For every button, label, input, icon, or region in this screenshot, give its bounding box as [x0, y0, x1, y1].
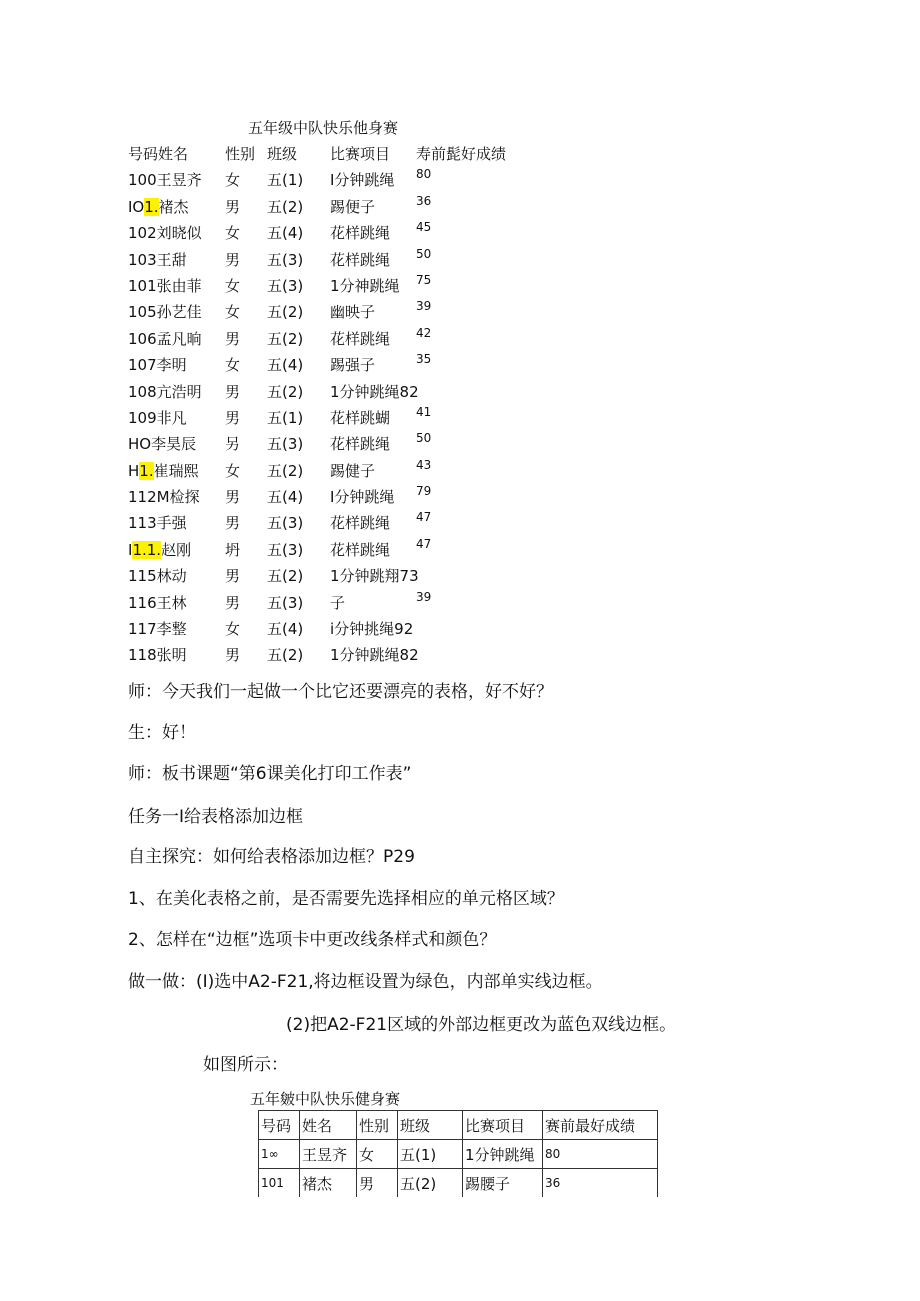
roster-event: 花样跳绳	[330, 250, 391, 269]
sample-header-score: 赛前最好成绩	[543, 1111, 658, 1140]
roster-name-part: 101张由菲	[128, 276, 202, 295]
sample-table-header-row	[259, 1111, 658, 1140]
roster-sex: 女	[225, 461, 241, 480]
roster-event: 花样跳绳	[330, 514, 391, 533]
roster-event: 1分钟跳绳82	[330, 382, 419, 401]
roster-score: 43	[416, 457, 432, 472]
roster-event: 1分钟跳翔73	[330, 567, 419, 586]
highlighted-text: 1.1.	[132, 540, 162, 559]
roster-event: i分钟挑绳92	[330, 620, 414, 639]
roster-event: 花样跳绳	[330, 224, 391, 243]
sample-cell-class: 五(2)	[398, 1169, 463, 1198]
roster-sex: 男	[225, 646, 241, 665]
roster-sex: 女	[225, 303, 241, 322]
roster-class: 五(2)	[267, 303, 304, 322]
roster-score: 39	[416, 299, 432, 314]
question-2: 2、怎样在“边框”选项卡中更改线条样式和颜色？	[128, 930, 497, 950]
roster-name-part: 117李整	[128, 620, 187, 639]
roster-number-name	[128, 354, 187, 375]
roster-name-part: 107李明	[128, 356, 187, 375]
highlighted-text: 1.	[139, 461, 154, 480]
roster-number-name	[128, 539, 191, 560]
sample-header-number: 号码	[259, 1111, 300, 1140]
roster-event: 1分神跳绳	[330, 276, 400, 295]
roster-score: 75	[416, 272, 432, 287]
roster-sex: 坍	[225, 540, 241, 559]
exercise-step-2: (2)把A2-F21区域的外部边框更改为蓝色双线边框。	[286, 1015, 677, 1035]
roster-class: 五(4)	[267, 224, 304, 243]
roster-score: 79	[416, 484, 432, 499]
roster-class: 五(3)	[267, 435, 304, 454]
roster-score: 50	[416, 431, 432, 446]
roster-class: 五(1)	[267, 408, 304, 427]
sample-cell-number: 101	[259, 1169, 300, 1198]
roster-name-part: I	[128, 540, 133, 559]
roster-number-name	[128, 275, 202, 296]
sample-header-sex: 性别	[357, 1111, 398, 1140]
roster-event: 花样跳绳	[330, 540, 391, 559]
header-score: 寿前髭好成绩	[416, 145, 507, 163]
roster-event: 幽映子	[330, 303, 376, 322]
sample-cell-number: 1∞	[259, 1140, 300, 1169]
roster-number-name	[128, 618, 187, 639]
roster-score: 47	[416, 510, 432, 525]
roster-sex: 女	[225, 620, 241, 639]
roster-event: 踢强子	[330, 356, 376, 375]
header-sex: 性别	[225, 145, 256, 163]
roster-sex: 女	[225, 356, 241, 375]
roster-number-name	[128, 486, 200, 507]
roster-score: 42	[416, 325, 432, 340]
roster-event: 子	[330, 593, 346, 612]
roster-sex: 男	[225, 408, 241, 427]
roster-sex: 男	[225, 488, 241, 507]
sample-cell-score: 80	[543, 1140, 658, 1169]
roster-class: 五(4)	[267, 620, 304, 639]
roster-name-part: 102刘晓似	[128, 224, 202, 243]
roster-number-name	[128, 328, 202, 349]
roster-score: 35	[416, 352, 432, 367]
roster-number-name	[128, 222, 202, 243]
roster-name-part: 108亢浩明	[128, 382, 202, 401]
roster-score: 47	[416, 536, 432, 551]
roster-number-name	[128, 407, 187, 428]
roster-score: 36	[416, 193, 432, 208]
roster-score: 50	[416, 246, 432, 261]
roster-number-name	[128, 592, 187, 613]
roster-event: 踢便子	[330, 197, 376, 216]
roster-class: 五(2)	[267, 646, 304, 665]
roster-number-name	[128, 196, 189, 217]
roster-score: 39	[416, 589, 432, 604]
roster-name-part: 115林动	[128, 567, 187, 586]
sample-header-class: 班级	[398, 1111, 463, 1140]
roster-sex: 男	[225, 593, 241, 612]
roster-class: 五(3)	[267, 276, 304, 295]
roster-name-part: 116王林	[128, 593, 187, 612]
roster-sex: 男	[225, 250, 241, 269]
roster-name-part: 105孙艺佳	[128, 303, 202, 322]
roster-number-name	[128, 381, 202, 402]
task-heading: 任务一I给表格添加边框	[128, 807, 304, 827]
roster-number-name	[128, 301, 202, 322]
roster-name-part: 100王昱齐	[128, 171, 202, 190]
roster-score: 80	[416, 167, 432, 182]
sample-cell-class: 五(1)	[398, 1140, 463, 1169]
roster-class: 五(2)	[267, 329, 304, 348]
roster-class: 五(2)	[267, 382, 304, 401]
teacher-line-2: 师：板书课题“第6课美化打印工作表”	[128, 764, 412, 784]
roster-sex: 女	[225, 224, 241, 243]
roster-class: 五(3)	[267, 514, 304, 533]
roster-class: 五(4)	[267, 356, 304, 375]
roster-name-part: 118张明	[128, 646, 187, 665]
roster-score: 41	[416, 404, 432, 419]
sample-cell-event: 踢腰子	[463, 1169, 543, 1198]
exercise-step-1: 做一做：(I)选中A2-F21,将边框设置为绿色，内部单实线边框。	[128, 972, 603, 992]
sample-table-row	[259, 1169, 658, 1198]
roster-name-part: H	[128, 461, 140, 480]
roster-name-part: 106孟凡晌	[128, 329, 202, 348]
roster-name-part: HO李昊辰	[128, 435, 197, 454]
sample-cell-name: 王昱齐	[300, 1140, 357, 1169]
roster-sex: 另	[225, 435, 241, 454]
roster-class: 五(2)	[267, 461, 304, 480]
roster-title: 五年级中队快乐他身赛	[248, 119, 399, 137]
roster-name-part: 112M检探	[128, 488, 200, 507]
sample-table-row	[259, 1140, 658, 1169]
roster-number-name	[128, 249, 187, 270]
roster-name-part: 109非凡	[128, 408, 187, 427]
sample-header-name: 姓名	[300, 1111, 357, 1140]
roster-class: 五(2)	[267, 197, 304, 216]
roster-sex: 女	[225, 276, 241, 295]
roster-number-name	[128, 433, 196, 454]
sample-table-title: 五年皴中队快乐健身赛	[250, 1090, 401, 1108]
roster-number-name	[128, 644, 187, 665]
roster-sex: 男	[225, 514, 241, 533]
roster-class: 五(1)	[267, 171, 304, 190]
roster-number-name	[128, 512, 187, 533]
roster-event: I分钟跳绳	[330, 488, 395, 507]
sample-header-event: 比赛项目	[463, 1111, 543, 1140]
highlighted-text: 1.	[144, 197, 159, 216]
figure-caption: 如图所示：	[203, 1055, 288, 1075]
sample-cell-event: 1分钟跳绳	[463, 1140, 543, 1169]
header-number-name: 号码姓名	[128, 145, 189, 163]
sample-cell-sex: 女	[357, 1140, 398, 1169]
sample-cell-name: 褚杰	[300, 1169, 357, 1198]
roster-name-part: IO	[128, 197, 145, 216]
roster-sex: 男	[225, 382, 241, 401]
self-study-line: 自主探究：如何给表格添加边框？P29	[128, 847, 415, 867]
teacher-line-1: 师：今天我们一起做一个比它还要漂亮的表格，好不好？	[128, 682, 553, 702]
roster-number-name	[128, 169, 202, 190]
roster-class: 五(3)	[267, 250, 304, 269]
roster-event: 1分钟跳绳82	[330, 646, 419, 665]
header-class: 班级	[267, 145, 298, 163]
roster-number-name	[128, 565, 187, 586]
roster-event: 花样跳蝴	[330, 408, 391, 427]
roster-number-name	[128, 460, 199, 481]
roster-score: 45	[416, 220, 432, 235]
roster-event: 踢健子	[330, 461, 376, 480]
roster-event: 花样跳绳	[330, 329, 391, 348]
roster-name-part: 赵刚	[161, 540, 192, 559]
roster-name-part: 103王甜	[128, 250, 187, 269]
roster-event: I分钟跳绳	[330, 171, 395, 190]
roster-class: 五(2)	[267, 567, 304, 586]
question-1: 1、在美化表格之前，是否需要先选择相应的单元格区域？	[128, 889, 564, 909]
roster-sex: 男	[225, 197, 241, 216]
roster-sex: 男	[225, 567, 241, 586]
roster-class: 五(3)	[267, 540, 304, 559]
student-line: 生：好！	[128, 723, 196, 743]
roster-name-part: 113手强	[128, 514, 187, 533]
roster-class: 五(4)	[267, 488, 304, 507]
sample-table	[258, 1110, 658, 1197]
roster-sex: 女	[225, 171, 241, 190]
sample-cell-score: 36	[543, 1169, 658, 1198]
roster-sex: 男	[225, 329, 241, 348]
roster-class: 五(3)	[267, 593, 304, 612]
header-event: 比赛项目	[330, 145, 391, 163]
sample-cell-sex: 男	[357, 1169, 398, 1198]
roster-event: 花样跳绳	[330, 435, 391, 454]
roster-name-part: 褚杰	[158, 197, 189, 216]
roster-name-part: 崔瑞熙	[153, 461, 199, 480]
